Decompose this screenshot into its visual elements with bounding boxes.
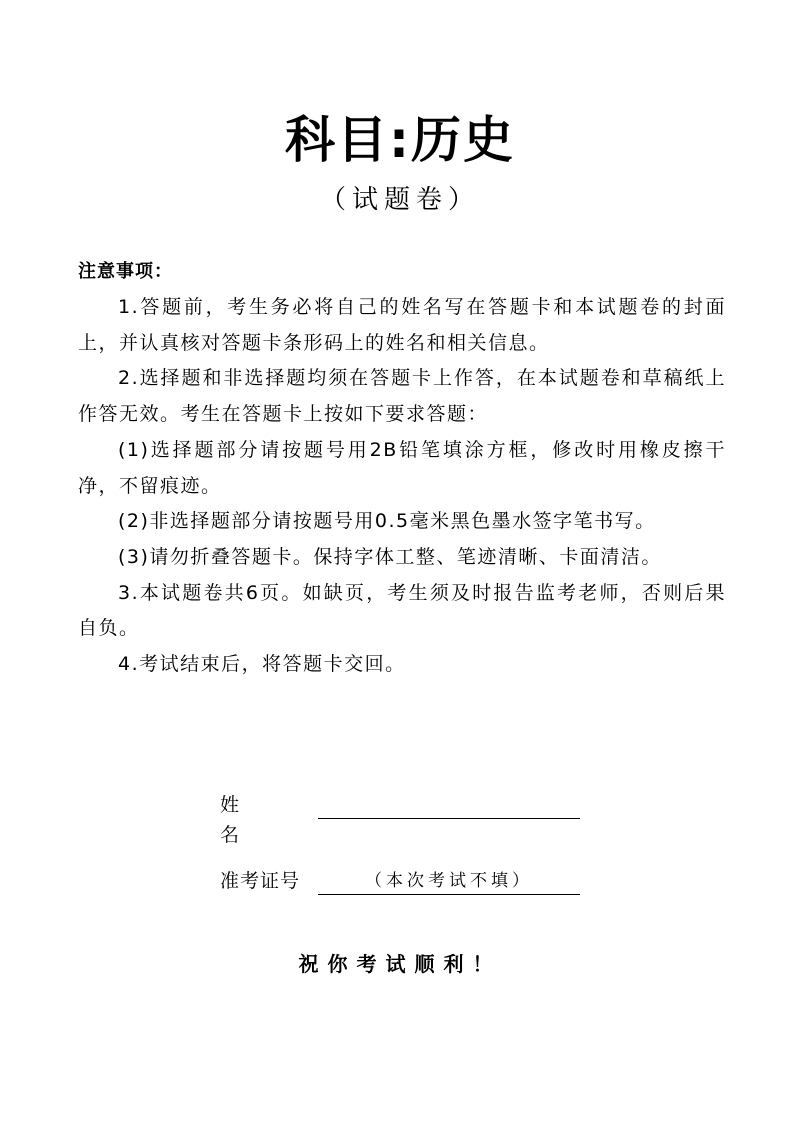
name-field-row: [220, 790, 316, 850]
notice-item: 1.答题前，考生务必将自己的姓名写在答题卡和本试题卷的封面上，并认真核对答题卡条形码上的姓名和相关信息。: [78, 296, 726, 354]
exam-id-field-row: [220, 866, 533, 896]
page-subtitle: （试题卷）: [319, 185, 480, 215]
exam-id-label: 准考证号: [220, 870, 301, 892]
notice-heading: 注意事项：: [78, 261, 173, 282]
notice-item: (1)选择题部分请按题号用2B铅笔填涂方框，修改时用橡皮擦干净，不留痕迹。: [78, 438, 726, 497]
closing-message: 祝你考试顺利！: [298, 952, 502, 976]
page-title: 科目:历史: [285, 111, 515, 169]
notice-item: 2.选择题和非选择题均须在答题卡上作答，在本试题卷和草稿纸上作答无效。考生在答题卡上按如下要求答题：: [78, 367, 726, 426]
name-input-line[interactable]: [318, 790, 580, 819]
exam-id-input-line[interactable]: （本次考试不填）: [318, 866, 580, 895]
notice-item: 3.本试题卷共6页。如缺页，考生须及时报告监考老师，否则后果自负。: [78, 581, 726, 640]
notice-body: [78, 290, 726, 683]
notice-item: 4.考试结束后，将答题卡交回。: [118, 653, 406, 676]
notice-item: (2)非选择题部分请按题号用0.5毫米黑色墨水签字笔书写。: [118, 510, 656, 533]
notice-item: (3)请勿折叠答题卡。保持字体工整、笔迹清晰、卡面清洁。: [118, 545, 662, 568]
name-label: 姓名: [220, 794, 294, 846]
